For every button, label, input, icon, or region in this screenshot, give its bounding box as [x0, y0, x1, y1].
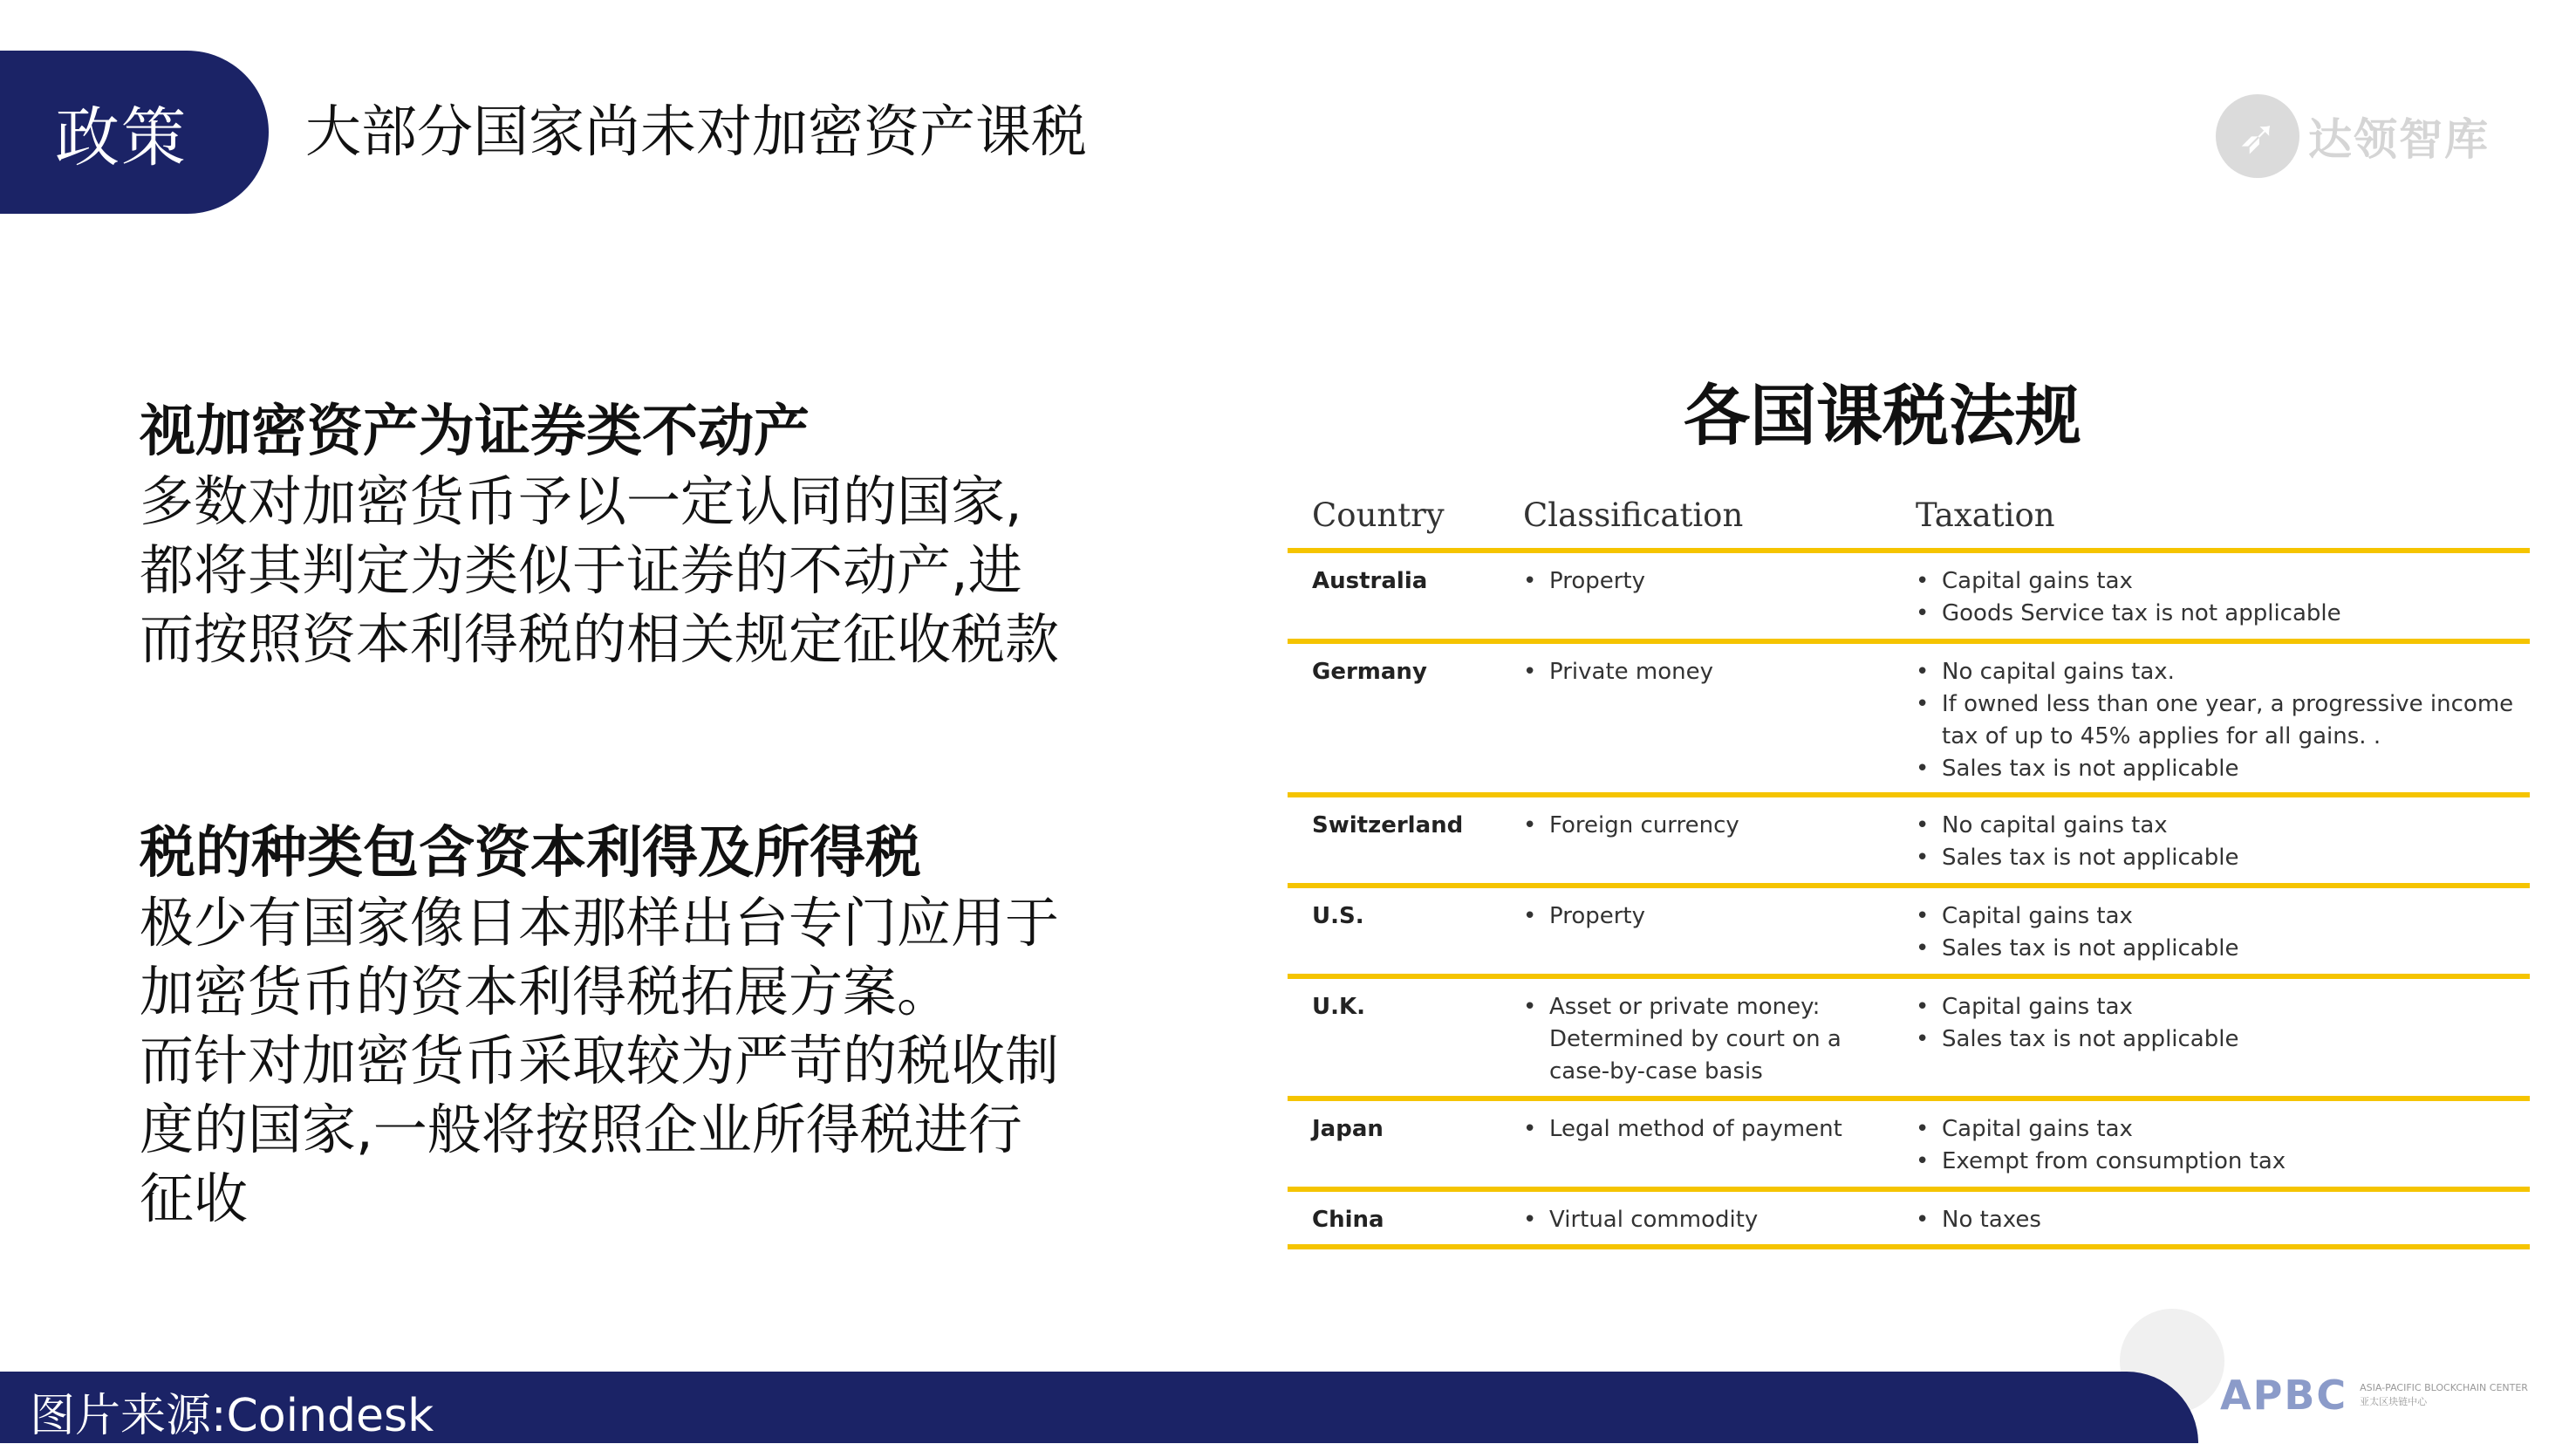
table-row — [1288, 888, 2530, 979]
table-row — [1288, 1101, 2530, 1192]
classification-text: • Foreign currency — [1523, 810, 1916, 842]
classification-cell — [1523, 565, 1916, 639]
header-classification: Classification — [1523, 496, 1744, 534]
para-2-line: 加密货币的资本利得税拓展方案。 — [140, 960, 952, 1023]
classification-text: • Virtual commodity — [1523, 1204, 1916, 1236]
country-cell: Japan — [1312, 1116, 1384, 1142]
classification-text: • Property — [1523, 900, 1916, 933]
taxation-item: • Sales tax is not applicable — [1916, 933, 2530, 965]
rocket-icon: ➶ — [2216, 94, 2299, 178]
classification-cell — [1523, 810, 1916, 883]
section-tag-label: 政策 — [55, 99, 188, 175]
footer-bar — [0, 1372, 2198, 1443]
table-header — [1288, 482, 2530, 553]
left-text-block-2 — [140, 818, 1160, 1233]
taxation-item: • Capital gains tax — [1916, 991, 2530, 1023]
country-cell: China — [1312, 1207, 1384, 1233]
taxation-item: • If owned less than one year, a progressive income — [1916, 688, 2530, 721]
para-1-line: 都将其判定为类似于证券的不动产,进 — [140, 538, 1022, 602]
table-row — [1288, 979, 2530, 1101]
left-text-block-1 — [140, 397, 1160, 674]
header-taxation: Taxation — [1916, 496, 2055, 534]
country-cell: Switzerland — [1312, 812, 1464, 838]
classification-text: Determined by court on a — [1549, 1026, 1841, 1052]
para-2-line: 征收 — [140, 1167, 249, 1230]
apbc-sub-en: ASIA-PACIFIC BLOCKCHAIN CENTER — [2360, 1382, 2528, 1393]
table-row — [1288, 797, 2530, 888]
section-tag — [0, 51, 269, 214]
brand-watermark — [2216, 94, 2490, 178]
para-2-line: 极少有国家像日本那样出台专门应用于 — [140, 891, 1060, 955]
taxation-item: • No taxes — [1916, 1204, 2530, 1236]
apbc-logo-sub — [2360, 1381, 2528, 1409]
taxation-cell — [1916, 656, 2530, 792]
taxation-item: • Sales tax is not applicable — [1916, 1023, 2530, 1056]
taxation-cell — [1916, 810, 2530, 883]
taxation-item: • Sales tax is not applicable — [1916, 842, 2530, 874]
table-title: 各国课税法规 — [1684, 377, 2081, 455]
classification-cell — [1523, 900, 1916, 974]
taxation-item: tax of up to 45% applies for all gains. . — [1942, 723, 2381, 749]
classification-text: • Legal method of payment — [1523, 1113, 1916, 1146]
classification-cell — [1523, 656, 1916, 792]
taxation-item: • Capital gains tax — [1916, 565, 2530, 598]
taxation-item: • Goods Service tax is not applicable — [1916, 598, 2530, 630]
country-cell: Germany — [1312, 659, 1427, 685]
source-note: 图片来源:Coindesk — [30, 1390, 434, 1442]
country-cell: Australia — [1312, 568, 1428, 594]
para-2-line: 度的国家,一般将按照企业所得税进行 — [140, 1098, 1022, 1161]
taxation-cell — [1916, 1113, 2530, 1187]
header-country: Country — [1312, 496, 1445, 534]
taxation-item: • Sales tax is not applicable — [1916, 753, 2530, 785]
classification-cell — [1523, 1204, 1916, 1244]
taxation-item: • No capital gains tax. — [1916, 656, 2530, 688]
para-1-line: 而按照资本利得税的相关规定征收税款 — [140, 607, 1060, 671]
taxation-item: • No capital gains tax — [1916, 810, 2530, 842]
brand-name: 达领智库 — [2308, 114, 2490, 165]
taxation-cell — [1916, 1204, 2530, 1244]
taxation-cell — [1916, 900, 2530, 974]
table-row — [1288, 553, 2530, 644]
apbc-logo-text: APBC — [2220, 1372, 2348, 1419]
classification-cell — [1523, 991, 1916, 1096]
country-cell: U.S. — [1312, 903, 1364, 929]
taxation-cell — [1916, 991, 2530, 1096]
classification-text: case-by-case basis — [1549, 1058, 1763, 1085]
taxation-item: • Capital gains tax — [1916, 1113, 2530, 1146]
para-2-line: 而针对加密货币采取较为严苛的税收制 — [140, 1029, 1060, 1092]
classification-text: • Property — [1523, 565, 1916, 598]
heading-2: 税的种类包含资本利得及所得税 — [140, 821, 921, 886]
table-row — [1288, 644, 2530, 797]
apbc-sub-cn: 亚太区块链中心 — [2360, 1396, 2428, 1407]
tax-table — [1288, 482, 2530, 1249]
apbc-logo — [2220, 1372, 2528, 1419]
taxation-cell — [1916, 565, 2530, 639]
classification-text: • Asset or private money: — [1523, 991, 1916, 1023]
table-row — [1288, 1192, 2530, 1249]
classification-text: • Private money — [1523, 656, 1916, 688]
page-title: 大部分国家尚未对加密资产课税 — [305, 100, 1087, 165]
taxation-item: • Capital gains tax — [1916, 900, 2530, 933]
heading-1: 视加密资产为证券类不动产 — [140, 400, 810, 464]
classification-cell — [1523, 1113, 1916, 1187]
para-1-line: 多数对加密货币予以一定认同的国家, — [140, 469, 1022, 533]
country-cell: U.K. — [1312, 994, 1366, 1020]
taxation-item: • Exempt from consumption tax — [1916, 1146, 2530, 1178]
